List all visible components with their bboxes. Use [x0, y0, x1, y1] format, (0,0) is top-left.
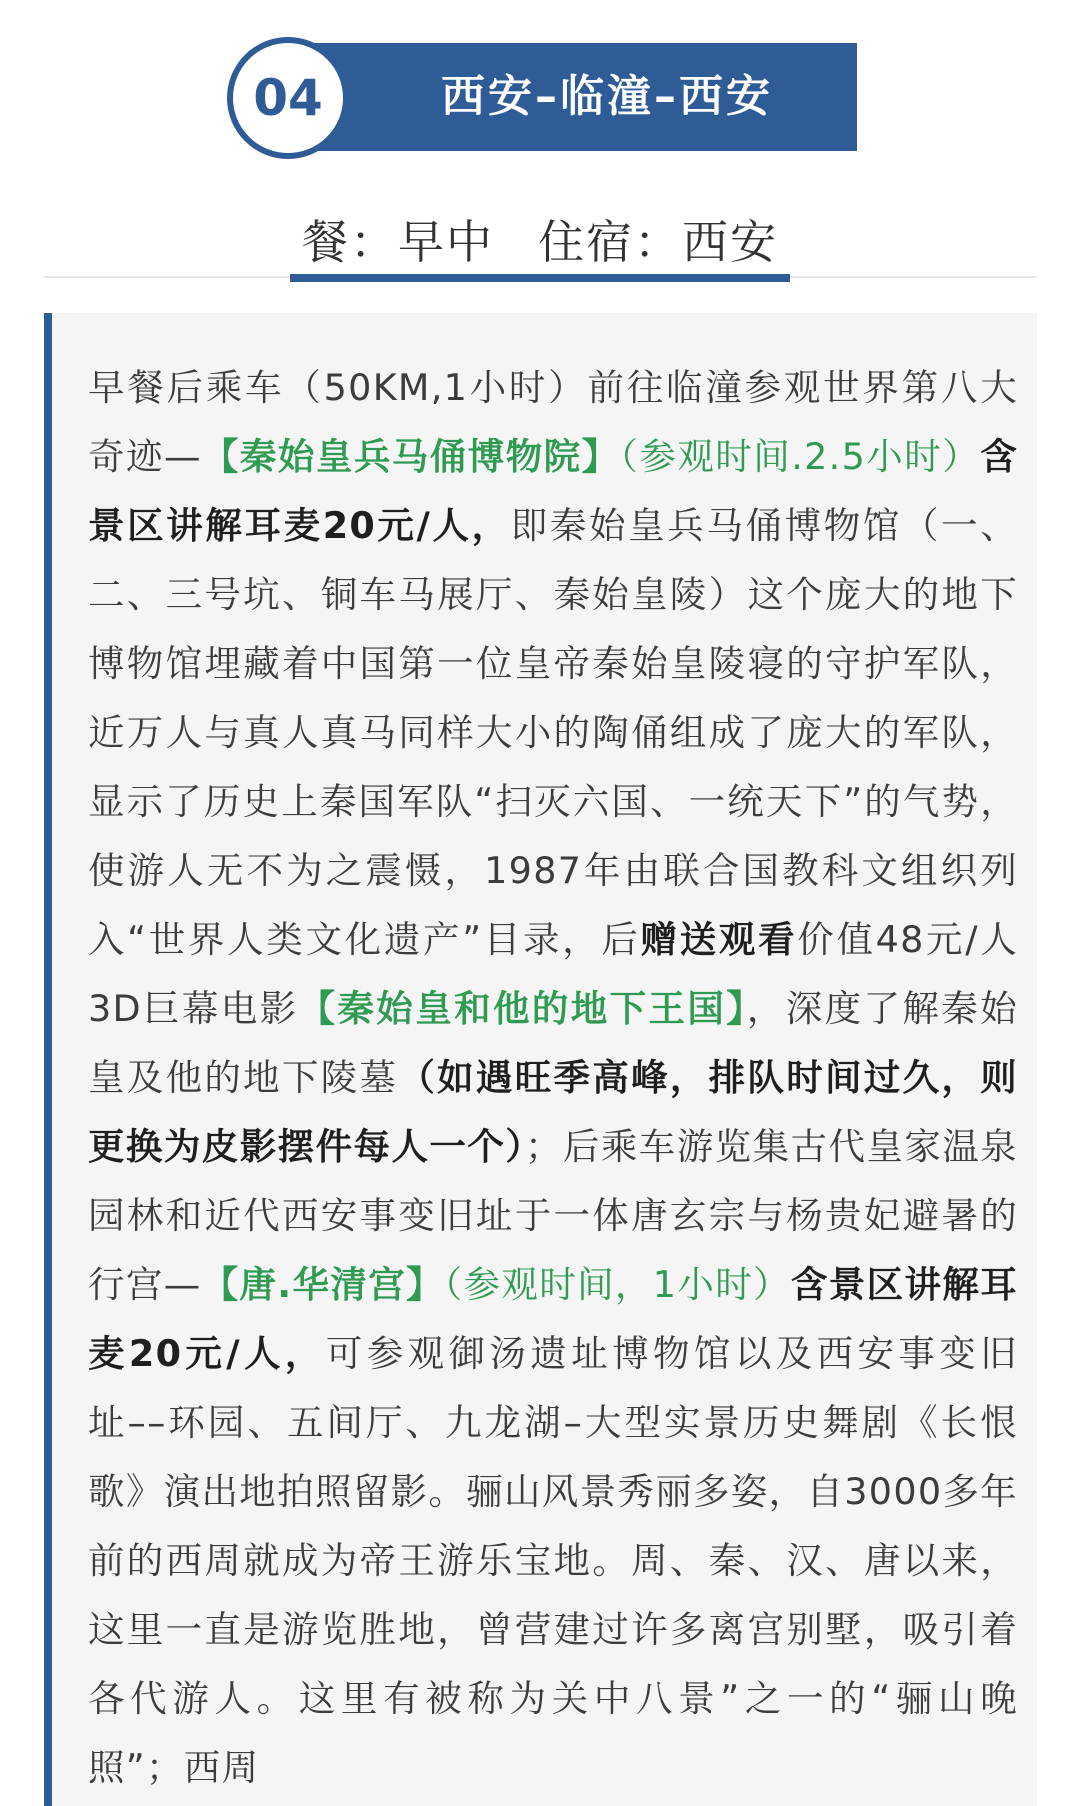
text-segment: 即秦始皇兵马俑博物馆（一、二、三号坑、铜车马展厅、秦始皇陵）这个庞大的地下博物馆埋藏着中国第一位皇帝秦始皇陵寝的守护军队，近万人与真人真马同样大小的陶俑组成了庞大的军队，显示了历史上秦国军队“扫灭六国、一统天下”的气势，使游人无不为之震慑，1987年由联合国教科文组织列入“世界人类文化遗产”目录，后: [88, 504, 1018, 961]
text-segment: ；后乘车游览集古代皇家温泉园林和近代西安事变旧址于一体唐玄宗与杨贵妃避暑的行宫—: [88, 1125, 1018, 1306]
attraction-terracotta-museum: 【秦始皇兵马俑博物院】: [201, 435, 620, 478]
itinerary-description: [88, 353, 1018, 1802]
meta-underline: [290, 274, 790, 282]
lodging-info: 住宿：西安: [538, 215, 778, 269]
text-segment: 早餐后乘车（50KM,1小时）前往临潼参观世界第八大奇迹—: [88, 366, 1018, 478]
day-number: 04: [253, 69, 323, 127]
audio-guide-fee-huaqing: 含景区讲解耳麦20元/人，: [88, 1263, 1018, 1375]
attraction-3d-film: 【秦始皇和他的地下王国】: [298, 987, 747, 1030]
day-title: 西安–临潼–西安: [441, 71, 773, 122]
meal-info: 餐：早中: [302, 215, 494, 269]
day-title-bar: [287, 43, 857, 151]
text-segment: ，深度了解秦始皇及他的地下陵墓: [88, 987, 1018, 1099]
meal-lodging-row: [0, 206, 1080, 272]
itinerary-content-box: [44, 313, 1037, 1806]
gift-note: 赠送观看: [640, 918, 798, 961]
peak-season-note: （如遇旺季高峰，排队时间过久，则更换为皮影摆件每人一个）: [88, 1056, 1018, 1168]
audio-guide-fee-terracotta: 含景区讲解耳麦20元/人，: [88, 435, 1018, 547]
attraction-huaqing-palace: 【唐.华清宫】: [201, 1263, 444, 1306]
text-segment: 价值48元/人3D巨幕电影: [88, 918, 1019, 1030]
day-header: [227, 37, 857, 157]
visit-duration-terracotta: （参观时间.2.5小时）: [619, 435, 981, 478]
text-segment: 可参观御汤遗址博物馆以及西安事变旧址––环园、五间厅、九龙湖–大型实景历史舞剧《长恨歌》演出地拍照留影。骊山风景秀丽多姿，自3000多年前的西周就成为帝王游乐宝地。周、秦、汉、唐以来，这里一直是游览胜地，曾营建过许多离宫别墅，吸引着各代游人。这里有被称为关中八景”之一的“骊山晚照”；西周: [88, 1332, 1018, 1789]
day-number-badge: [227, 37, 349, 159]
visit-duration-huaqing: （参观时间，1小时）: [443, 1263, 791, 1306]
